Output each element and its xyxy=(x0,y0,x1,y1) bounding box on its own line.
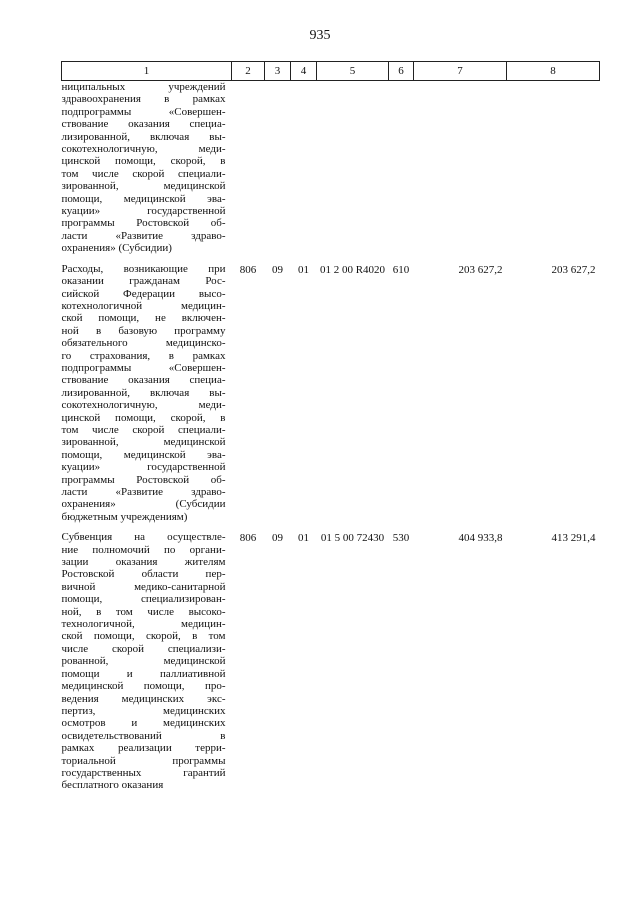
target-code-cell xyxy=(317,81,389,255)
ministry-code-cell: 806 xyxy=(239,532,257,545)
target-code-cell: 01 2 00 R4020 xyxy=(319,263,386,276)
header-col-2: 2 xyxy=(232,62,265,81)
description-line: рамках реализации терри- xyxy=(61,742,226,755)
description-line: ствование оказания специа- xyxy=(61,118,226,131)
description-line: вичной медико-санитарной xyxy=(61,580,226,593)
section-code-cell xyxy=(265,81,291,255)
description-line: технологичной, медицин- xyxy=(61,618,226,631)
section-code-cell: 09 xyxy=(272,263,283,276)
amount-year-1-cell: 203 627,2 xyxy=(458,263,503,276)
description-line: ной, в том числе высоко- xyxy=(61,605,226,618)
description-line: помощи, медицинской эва- xyxy=(61,192,226,205)
subsection-code-cell xyxy=(291,81,317,255)
header-col-3: 3 xyxy=(265,62,291,81)
header-col-1: 1 xyxy=(62,62,232,81)
description-line: ской помощи, скорой, в том xyxy=(61,630,226,643)
description-line: государственных гарантий xyxy=(61,766,226,779)
description-line: помощи и паллиативной xyxy=(61,667,226,680)
description-line: ласти «Развитие здраво- xyxy=(61,229,226,242)
description-line: программы Ростовской об- xyxy=(61,217,226,230)
description-line: цинской помощи, скорой, в xyxy=(61,155,226,168)
description-line: котехнологичной медицин- xyxy=(61,299,226,312)
section-code-cell: 09 xyxy=(272,532,283,545)
description-line: оказании гражданам Рос- xyxy=(61,275,226,288)
table-row xyxy=(62,255,600,524)
target-code-cell: 01 5 00 72430 xyxy=(320,532,385,545)
expense-type-cell xyxy=(389,81,414,255)
amount-year-2-cell xyxy=(507,81,600,255)
description-line: Субвенция на осуществле- xyxy=(61,531,226,544)
description-line: медицинской помощи, про- xyxy=(61,680,226,693)
description-line: ведения медицинских экс- xyxy=(61,692,226,705)
description-line: помощи, специализирован- xyxy=(61,593,226,606)
description-line: лизированной, включая вы- xyxy=(61,130,226,143)
amount-year-2-cell: 413 291,4 xyxy=(551,532,596,545)
description-line: числе скорой специализи- xyxy=(61,642,226,655)
description-line: ласти «Развитие здраво- xyxy=(61,486,226,498)
description-line: здравоохранения в рамках xyxy=(61,93,226,106)
description-line: подпрограммы «Совершен- xyxy=(61,105,226,118)
row-description xyxy=(62,255,232,524)
description-line: ской помощи, не включен- xyxy=(61,312,226,325)
header-col-4: 4 xyxy=(291,62,317,81)
description-line: пертиз, медицинских xyxy=(61,704,226,717)
description-line: сокотехнологичную, меди- xyxy=(61,143,226,156)
table-row xyxy=(62,81,600,255)
amount-year-1-cell: 404 933,8 xyxy=(458,532,503,545)
description-line: цинской помощи, скорой, в xyxy=(61,411,226,424)
expense-type-cell: 610 xyxy=(392,263,410,276)
row-description xyxy=(62,81,232,255)
description-line: обязательного медицинско- xyxy=(61,337,226,350)
description-line: ствование оказания специа- xyxy=(61,374,226,387)
description-line: ние полномочий по органи- xyxy=(61,543,226,556)
description-line: бюджетным учреждениям) xyxy=(61,510,188,523)
description-line: ниципальных учреждений xyxy=(61,81,226,93)
description-line: зированной, медицинской xyxy=(61,436,226,449)
row-description xyxy=(62,523,232,792)
amount-year-2-cell: 203 627,2 xyxy=(551,263,596,276)
description-line: зации оказания жителям xyxy=(61,556,226,569)
description-line: помощи, медицинской эва- xyxy=(61,448,226,461)
header-col-8: 8 xyxy=(507,62,600,81)
description-line: го страхования, в рамках xyxy=(61,349,226,362)
description-line: том числе скорой специали- xyxy=(61,167,226,180)
description-line: охранения» (Субсидии xyxy=(61,498,226,511)
amount-year-1-cell xyxy=(414,81,507,255)
description-line: том числе скорой специали- xyxy=(61,423,226,436)
ministry-code-cell xyxy=(232,81,265,255)
description-line: осмотров и медицинских xyxy=(61,717,226,730)
description-line: куации» государственной xyxy=(61,461,226,474)
description-line: Ростовской области пер- xyxy=(61,568,226,581)
description-line: подпрограммы «Совершен- xyxy=(61,361,226,374)
header-col-5: 5 xyxy=(317,62,389,81)
description-line: зированной, медицинской xyxy=(61,180,226,193)
description-line: лизированной, включая вы- xyxy=(61,386,226,399)
subsection-code-cell: 01 xyxy=(298,532,309,545)
expense-type-cell: 530 xyxy=(392,532,410,545)
description-line: Расходы, возникающие при xyxy=(61,262,226,275)
budget-table xyxy=(61,61,600,792)
page-number: 935 xyxy=(309,28,331,43)
subsection-code-cell: 01 xyxy=(298,263,309,276)
description-line: освидетельствований в xyxy=(61,729,226,742)
description-line: куации» государственной xyxy=(61,205,226,218)
ministry-code-cell: 806 xyxy=(239,263,257,276)
table-row xyxy=(62,523,600,792)
description-line: рованной, медицинской xyxy=(61,655,226,668)
description-line: ториальной программы xyxy=(61,754,226,767)
header-col-6: 6 xyxy=(389,62,414,81)
header-row xyxy=(62,62,600,81)
description-line: сокотехнологичную, меди- xyxy=(61,399,226,412)
description-line: ной в базовую программу xyxy=(61,324,226,337)
description-line: бесплатного оказания xyxy=(61,779,164,792)
description-line: охранения» (Субсидии) xyxy=(61,242,172,255)
description-line: программы Ростовской об- xyxy=(61,473,226,486)
header-col-7: 7 xyxy=(414,62,507,81)
description-line: сийской Федерации высо- xyxy=(61,287,226,300)
